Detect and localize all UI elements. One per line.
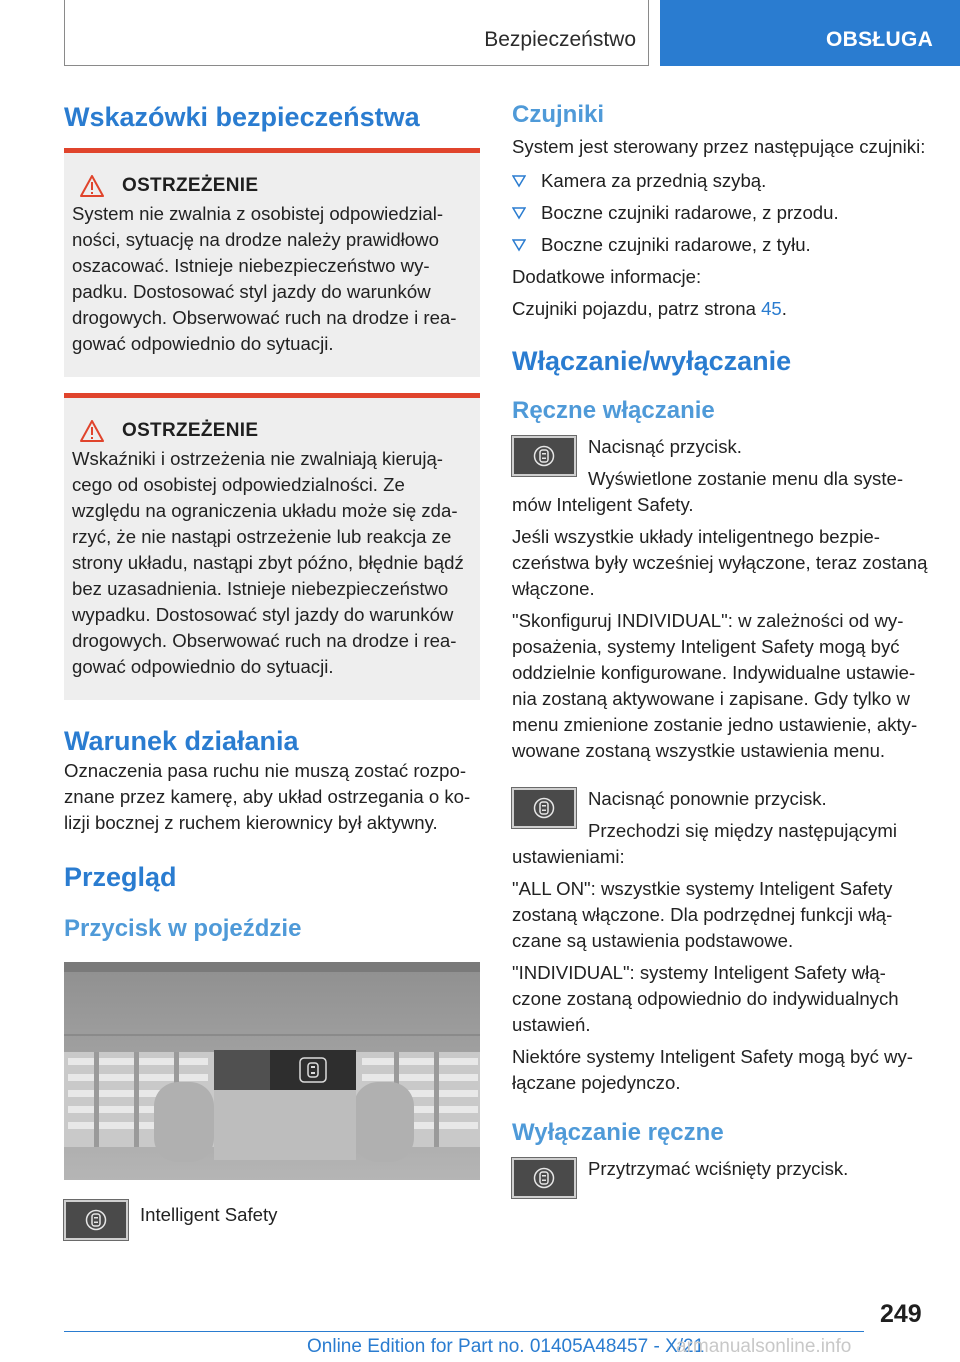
configure-text: "Skonfiguruj INDIVIDUAL": w zależności od wyposażenia, systemy Inteligent Safety mogą być oddzielnie konfigurowane. Indywidualne ustawienia zostaną aktywowane i zapisane. Gdy tylko w menu zmienione zostanie jedno ustawienie, aktywowane zostaną wszystkie ustawienia menu. bbox=[512, 610, 918, 761]
all-on-text: "ALL ON": wszystkie systemy Inteligent Safety zostaną włączone. Dla podrzędnej funkcji włączane są ustawienia podstawowe. bbox=[512, 878, 893, 951]
list-item: Boczne czujniki radarowe, z tyłu. bbox=[512, 232, 928, 258]
intelligent-safety-button-icon bbox=[64, 1200, 128, 1240]
car-safety-icon bbox=[533, 797, 555, 819]
warning-icon bbox=[80, 420, 104, 442]
list-item: Boczne czujniki radarowe, z przodu. bbox=[512, 200, 928, 226]
sensors-heading: Czujniki bbox=[512, 101, 605, 128]
bullet-triangle-icon bbox=[512, 238, 526, 252]
right-column bbox=[512, 100, 928, 1204]
footer-divider bbox=[64, 1331, 864, 1332]
warning-label: OSTRZEŻENIE bbox=[122, 175, 259, 196]
page-number: 249 bbox=[880, 1300, 922, 1328]
function-condition-text: Oznaczenia pasa ruchu nie muszą zostać rozpoznane przez kamerę, aby układ ostrzegania o kolizji bocznej z ruchem kierownicy był aktywny. bbox=[64, 760, 471, 833]
header-chapter-tab bbox=[660, 0, 960, 66]
warning-box bbox=[64, 393, 480, 700]
chapter-title: OBSŁUGA bbox=[826, 28, 934, 51]
more-info-label: Dodatkowe informacje: bbox=[512, 266, 702, 287]
watermark-text: armanualsonline.info bbox=[676, 1336, 852, 1357]
edition-text: Online Edition for Part no. 01405A48457 - X/21 bbox=[307, 1336, 705, 1357]
warning-label: OSTRZEŻENIE bbox=[122, 420, 259, 441]
safety-notes-heading: Wskazówki bezpieczeństwa bbox=[64, 102, 420, 132]
car-safety-icon bbox=[533, 445, 555, 467]
overview-heading: Przegląd bbox=[64, 862, 177, 892]
button-caption: Intelligent Safety bbox=[140, 1204, 278, 1225]
dashboard-button-photo bbox=[64, 962, 480, 1180]
press-again-text: Nacisnąć ponownie przycisk. bbox=[588, 788, 827, 809]
sensors-list bbox=[512, 168, 928, 258]
sensors-reference: Czujniki pojazdu, patrz strona 45. bbox=[512, 298, 787, 319]
intelligent-safety-button-icon bbox=[512, 436, 576, 476]
left-column bbox=[64, 100, 480, 1246]
dashboard-illustration bbox=[64, 962, 480, 1180]
hold-button-text: Przytrzymać wciśnięty przycisk. bbox=[588, 1158, 849, 1179]
function-condition-heading: Warunek działania bbox=[64, 726, 299, 756]
cycles-text: Przechodzi się między następującymi ustawieniami: bbox=[512, 820, 897, 867]
individual-text: "INDIVIDUAL": systemy Inteligent Safety włączone zostaną odpowiednio do indywidualnych ustawień. bbox=[512, 962, 899, 1035]
warning-text: Wskaźniki i ostrzeżenia nie zwalniają kierującego od osobistej odpowiedzialności. Ze względu na ograniczenia układu może się zdarzyć, że nie nastąpi ostrzeżenie lub reakcja ze strony układu, nastąpi zbyt późno, błędnie bądź bez uzasadnienia. Istnieje niebezpieczeństwo wypadku. Dostosować styl jazdy do warunków drogowych. Obserwować ruch na drodze i reagować odpowiednio do sytuacji. bbox=[72, 448, 464, 677]
header-section-tab bbox=[64, 0, 649, 66]
warning-box bbox=[64, 148, 480, 377]
manual-off-heading: Wyłączanie ręczne bbox=[512, 1119, 724, 1146]
menu-shown-text: Wyświetlone zostanie menu dla systemów Inteligent Safety. bbox=[512, 468, 904, 515]
intelligent-safety-button-icon bbox=[512, 788, 576, 828]
some-systems-text: Niektóre systemy Inteligent Safety mogą być wyłączane pojedynczo. bbox=[512, 1046, 913, 1093]
intelligent-safety-button-icon bbox=[512, 1158, 576, 1198]
bullet-triangle-icon bbox=[512, 206, 526, 220]
page-link[interactable]: 45 bbox=[761, 298, 782, 319]
car-safety-icon bbox=[533, 1167, 555, 1189]
press-button-text: Nacisnąć przycisk. bbox=[588, 436, 742, 457]
on-off-heading: Włączanie/wyłączanie bbox=[512, 346, 792, 376]
all-off-text: Jeśli wszystkie układy inteligentnego bezpieczeństwa były wcześniej wyłączone, teraz zostaną włączone. bbox=[512, 526, 928, 599]
bullet-triangle-icon bbox=[512, 174, 526, 188]
list-item: Kamera za przednią szybą. bbox=[512, 168, 928, 194]
warning-icon bbox=[80, 175, 104, 197]
vehicle-button-heading: Przycisk w pojeździe bbox=[64, 915, 302, 942]
warning-text: System nie zwalnia z osobistej odpowiedzialności, sytuację na drodze należy prawidłowo oszacować. Istnieje niebezpieczeństwo wypadku. Dostosować styl jazdy do warunków drogowych. Obserwować ruch na drodze i reagować odpowiednio do sytuacji. bbox=[72, 203, 457, 354]
manual-on-heading: Ręczne włączanie bbox=[512, 397, 715, 424]
sensors-intro: System jest sterowany przez następujące czujniki: bbox=[512, 136, 926, 157]
section-title: Bezpieczeństwo bbox=[484, 28, 636, 51]
car-safety-icon bbox=[85, 1209, 107, 1231]
